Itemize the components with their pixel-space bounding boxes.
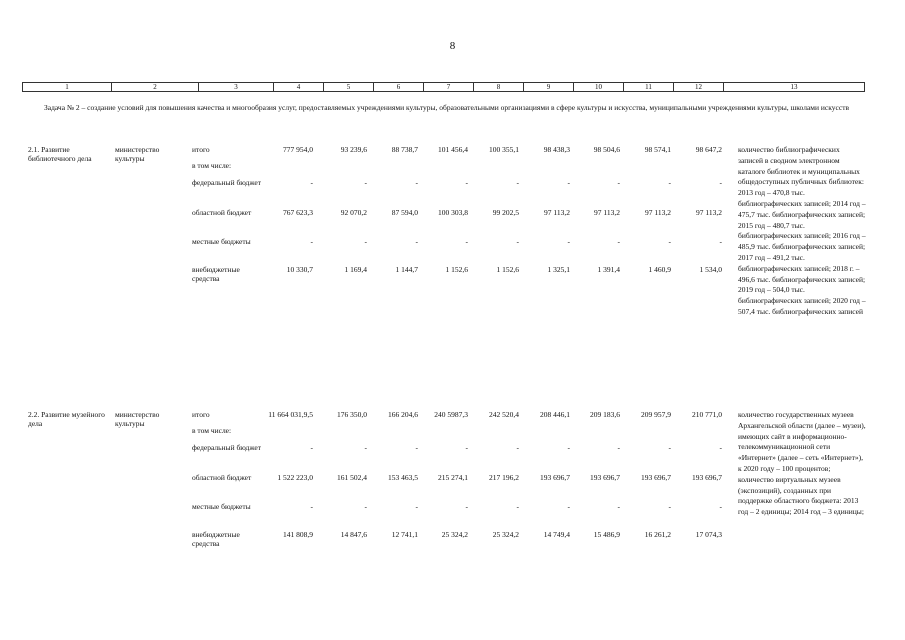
funding-value-cell: -	[415, 237, 418, 246]
column-header-cell: 6	[374, 83, 424, 92]
funding-source-label: внебюджетные средства	[192, 265, 240, 283]
column-header-cell: 3	[199, 83, 274, 92]
funding-value-cell: -	[465, 178, 468, 187]
funding-value-cell: -	[719, 178, 722, 187]
funding-value-cell: -	[617, 237, 620, 246]
column-header-cell: 12	[674, 83, 724, 92]
column-header-table	[22, 82, 865, 92]
funding-value-cell: 97 113,2	[594, 208, 620, 217]
funding-value-cell: -	[617, 443, 620, 452]
column-header-cell: 13	[724, 83, 865, 92]
funding-source-label: итого	[192, 145, 210, 154]
funding-value-cell: 100 355,1	[489, 145, 519, 154]
funding-value-cell: 12 741,1	[391, 530, 418, 539]
section-executor: министерство культуры	[115, 410, 160, 428]
funding-value-cell: 93 239,6	[340, 145, 367, 154]
funding-value-cell: -	[719, 237, 722, 246]
funding-value-cell: -	[310, 443, 313, 452]
funding-value-cell: 1 144,7	[395, 265, 418, 274]
funding-value-cell: -	[465, 237, 468, 246]
funding-value-cell: 193 696,7	[590, 473, 620, 482]
funding-value-cell: 1 391,4	[597, 265, 620, 274]
funding-value-cell: 1 169,4	[344, 265, 367, 274]
funding-value-cell: 777 954,0	[283, 145, 313, 154]
funding-value-cell: 1 534,0	[699, 265, 722, 274]
funding-source-label: областной бюджет	[192, 208, 252, 217]
funding-value-cell: -	[668, 502, 671, 511]
funding-value-cell: -	[415, 443, 418, 452]
funding-value-cell: -	[719, 443, 722, 452]
funding-value-cell: 1 325,1	[547, 265, 570, 274]
funding-value-cell: 217 196,2	[489, 473, 519, 482]
funding-value-cell: 92 070,2	[340, 208, 367, 217]
funding-value-cell: -	[310, 178, 313, 187]
task-heading: Задача № 2 – создание условий для повышения качества и многообразия услуг, предоставляемых учреждениями культуры, образовательными организациями в сфере культуры и искусства, муниципальными учреждениями культуры, школами искусств	[44, 103, 850, 112]
funding-value-cell: 17 074,3	[695, 530, 722, 539]
funding-value-cell: -	[415, 502, 418, 511]
funding-value-cell: -	[617, 178, 620, 187]
funding-value-cell: -	[364, 178, 367, 187]
funding-value-cell: -	[567, 443, 570, 452]
funding-value-cell: 98 647,2	[695, 145, 722, 154]
funding-value-cell: 193 696,7	[692, 473, 722, 482]
column-header-cell: 8	[474, 83, 524, 92]
column-header-cell: 4	[274, 83, 324, 92]
funding-value-cell: 153 463,5	[388, 473, 418, 482]
funding-value-cell: 215 274,1	[438, 473, 468, 482]
funding-value-cell: -	[415, 178, 418, 187]
funding-value-cell: -	[668, 178, 671, 187]
funding-value-cell: 1 152,6	[445, 265, 468, 274]
funding-value-cell: 209 957,9	[641, 410, 671, 419]
funding-value-cell: 25 324,2	[492, 530, 519, 539]
funding-value-cell: 767 623,3	[283, 208, 313, 217]
funding-value-cell: 193 696,7	[641, 473, 671, 482]
funding-value-cell: 14 847,6	[340, 530, 367, 539]
funding-value-cell: 1 460,9	[648, 265, 671, 274]
funding-source-label: федеральный бюджет	[192, 178, 262, 187]
funding-value-cell: -	[516, 443, 519, 452]
funding-value-cell: 97 113,2	[645, 208, 671, 217]
funding-value-cell: 1 522 223,0	[277, 473, 313, 482]
funding-value-cell: 161 502,4	[337, 473, 367, 482]
funding-source-label: в том числе:	[192, 426, 232, 435]
funding-value-cell: -	[516, 178, 519, 187]
funding-source-label: в том числе:	[192, 161, 232, 170]
funding-source-label: местные бюджеты	[192, 237, 251, 246]
funding-value-cell: 16 261,2	[644, 530, 671, 539]
section-result-indicator: количество библиографических записей в сводном электронном каталоге библиотек и муниципальных общедоступных публичных библиотек: 2013 год – 470,8 тыс. библиографических записей; 2014 год – 475,7 тыс. библиографических записей; 2015 год – 480,7 тыс. библиографических записей; 2016 год – 485,9 тыс. библиографических записей; 2017 год – 491,2 тыс. библиографических записей; 2018 г. – 496,6 тыс. библиографических записей; 2019 год – 504,0 тыс. библиографических записей; 2020 год – 507,4 тыс. библиографических записей	[738, 145, 866, 316]
funding-value-cell: -	[567, 502, 570, 511]
column-header-cell: 11	[624, 83, 674, 92]
funding-value-cell: 25 324,2	[441, 530, 468, 539]
funding-value-cell: -	[364, 502, 367, 511]
section-result-indicator: количество государственных музеев Архангельской области (далее – музеи), имеющих сайт в информационно-телекоммуникационной сети «Интернет» (далее – сеть «Интернет»), к 2020 году – 100 процентов; количество виртуальных музеев (экспозиций), созданных при поддержке областного бюджета: 2013 год – 2 единицы; 2014 год – 3 единицы;	[738, 410, 866, 517]
funding-value-cell: -	[310, 502, 313, 511]
funding-value-cell: -	[465, 502, 468, 511]
funding-source-label: местные бюджеты	[192, 502, 251, 511]
funding-value-cell: 97 113,2	[544, 208, 570, 217]
funding-value-cell: -	[364, 443, 367, 452]
funding-value-cell: -	[465, 443, 468, 452]
funding-source-label: областной бюджет	[192, 473, 252, 482]
funding-source-label: федеральный бюджет	[192, 443, 262, 452]
funding-value-cell: 240 5987,3	[434, 410, 468, 419]
column-header-cell: 2	[112, 83, 199, 92]
column-header-cell: 7	[424, 83, 474, 92]
column-header-cell: 9	[524, 83, 574, 92]
funding-value-cell: 14 749,4	[543, 530, 570, 539]
funding-value-cell: -	[364, 237, 367, 246]
column-header-cell: 10	[574, 83, 624, 92]
column-header-row	[23, 83, 865, 92]
funding-value-cell: 210 771,0	[692, 410, 722, 419]
funding-value-cell: -	[516, 502, 519, 511]
funding-value-cell: 242 520,4	[489, 410, 519, 419]
funding-source-label: внебюджетные средства	[192, 530, 240, 548]
section-executor: министерство культуры	[115, 145, 160, 163]
funding-value-cell: 166 204,6	[388, 410, 418, 419]
column-header-cell: 5	[324, 83, 374, 92]
funding-value-cell: 100 303,8	[438, 208, 468, 217]
section-title: 2.2. Развитие музейного дела	[28, 410, 105, 428]
funding-value-cell: 87 594,0	[391, 208, 418, 217]
funding-value-cell: 208 446,1	[540, 410, 570, 419]
funding-value-cell: -	[617, 502, 620, 511]
funding-value-cell: 98 504,6	[593, 145, 620, 154]
funding-value-cell: 11 664 031,9,5	[268, 410, 313, 419]
funding-value-cell: 88 738,7	[391, 145, 418, 154]
funding-value-cell: -	[668, 237, 671, 246]
funding-value-cell: 98 574,1	[644, 145, 671, 154]
funding-value-cell: -	[668, 443, 671, 452]
funding-value-cell: -	[567, 178, 570, 187]
page-number: 8	[449, 40, 456, 52]
funding-value-cell: 101 456,4	[438, 145, 468, 154]
funding-value-cell: 141 808,9	[283, 530, 313, 539]
funding-value-cell: 98 438,3	[543, 145, 570, 154]
funding-source-label: итого	[192, 410, 210, 419]
funding-value-cell: 97 113,2	[696, 208, 722, 217]
funding-value-cell: -	[516, 237, 519, 246]
funding-value-cell: -	[310, 237, 313, 246]
funding-value-cell: -	[719, 502, 722, 511]
funding-value-cell: 99 202,5	[492, 208, 519, 217]
column-header-cell: 1	[23, 83, 112, 92]
section-title: 2.1. Развитие библиотечного дела	[28, 145, 92, 163]
funding-value-cell: -	[567, 237, 570, 246]
funding-value-cell: 176 350,0	[337, 410, 367, 419]
funding-value-cell: 209 183,6	[590, 410, 620, 419]
funding-value-cell: 193 696,7	[540, 473, 570, 482]
funding-value-cell: 1 152,6	[496, 265, 519, 274]
funding-value-cell: 10 330,7	[286, 265, 313, 274]
funding-value-cell: 15 486,9	[593, 530, 620, 539]
